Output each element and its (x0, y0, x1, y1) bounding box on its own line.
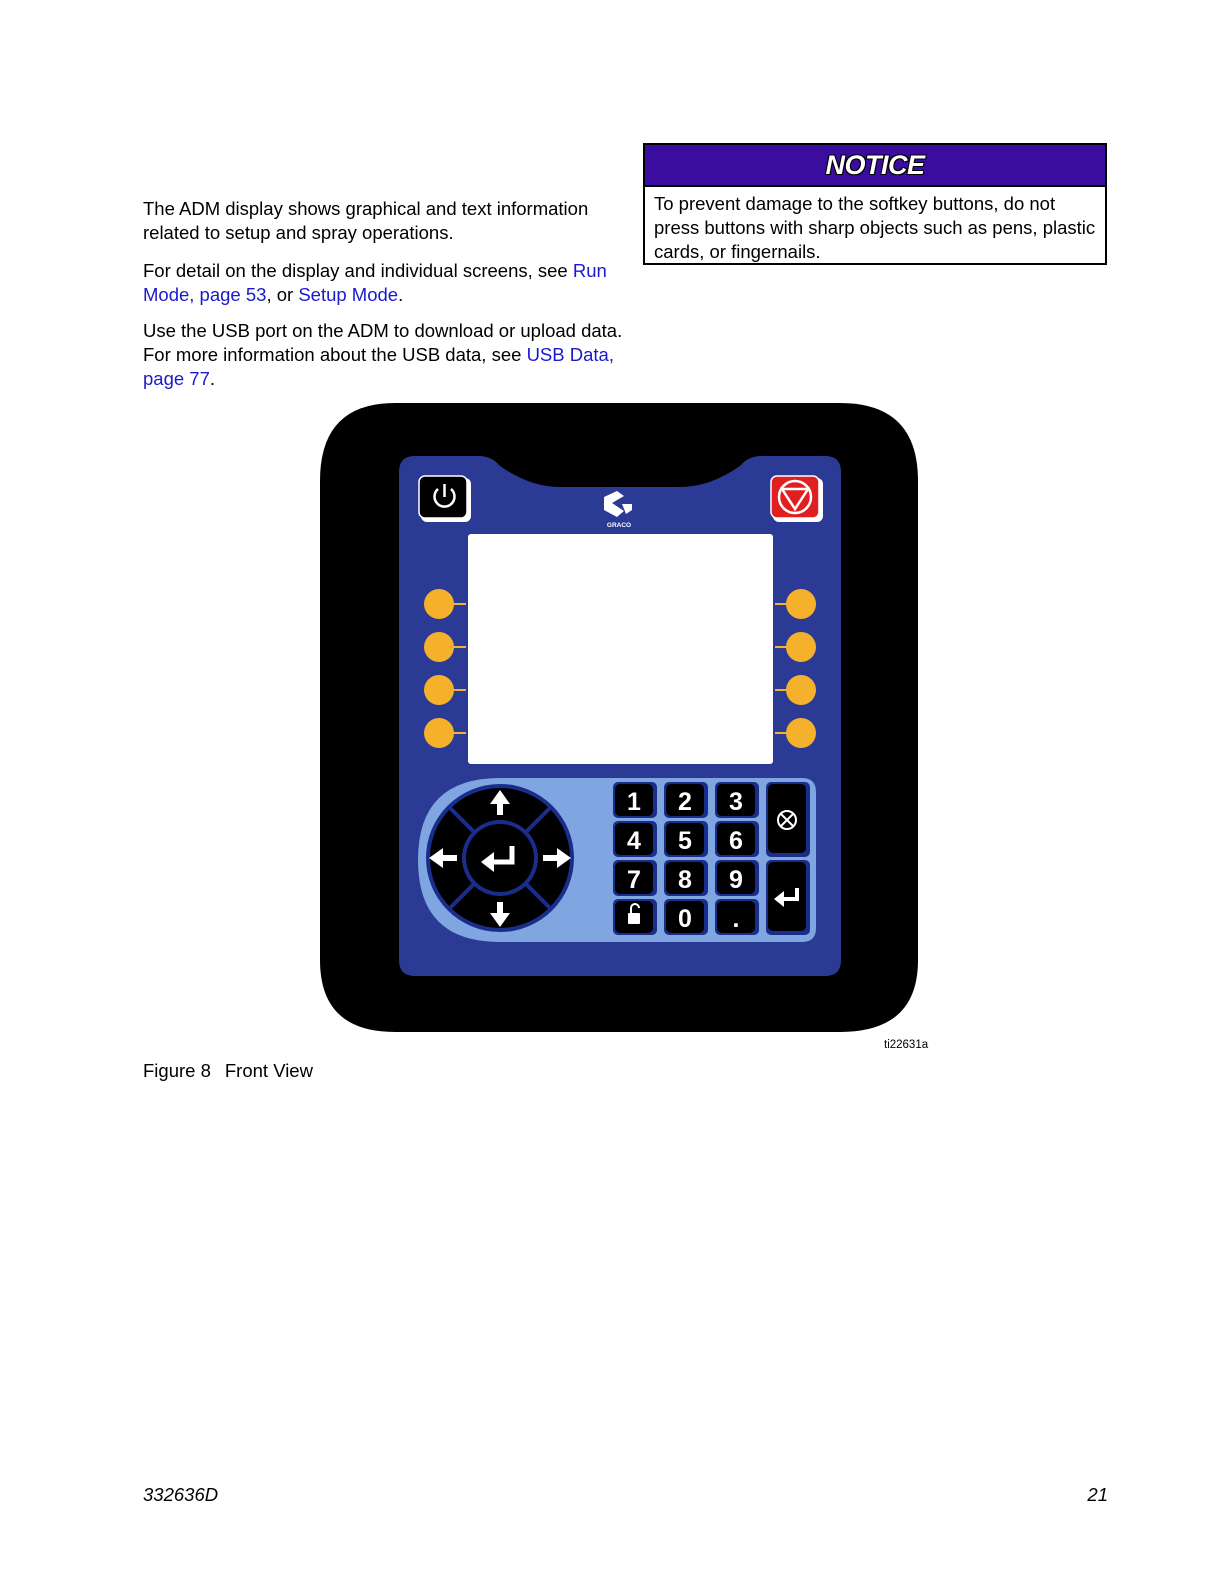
svg-text:4: 4 (627, 827, 641, 855)
figure-caption (143, 1060, 313, 1082)
lcd-screen (468, 534, 773, 764)
figure-title: Front View (224, 1060, 313, 1081)
softkey-right-3 (786, 675, 816, 705)
footer-page-number: 21 (1087, 1484, 1108, 1505)
svg-text:1: 1 (627, 788, 641, 816)
svg-text:9: 9 (729, 866, 743, 894)
key-decimal (715, 899, 759, 935)
intro-text-2-end: . (398, 284, 404, 305)
setup-mode-link[interactable]: Setup Mode (298, 284, 399, 305)
intro-text-3: Use the USB port on the ADM to download or upload data. For more information about the USB data, see (143, 320, 623, 365)
key-9 (715, 860, 759, 896)
intro-text-3-end: . (209, 368, 216, 389)
run-mode-link[interactable]: Run Mode, page 53 (143, 260, 607, 305)
softkey-right-4 (786, 718, 816, 748)
notice-box (643, 143, 1107, 265)
intro-paragraph-3 (143, 319, 623, 391)
figure-image-id: ti22631a (884, 1039, 929, 1051)
svg-text:.: . (732, 905, 740, 933)
softkey-right-1 (786, 589, 816, 619)
key-1 (613, 782, 657, 818)
softkey-left-1 (424, 589, 454, 619)
svg-text:8: 8 (678, 866, 692, 894)
key-8 (664, 860, 708, 896)
intro-text-2: For detail on the display and individual screens, see (143, 260, 573, 281)
svg-text:7: 7 (627, 866, 641, 894)
directional-pad[interactable] (426, 784, 574, 932)
power-button[interactable] (419, 476, 471, 522)
key-2 (664, 782, 708, 818)
key-5 (664, 821, 708, 857)
softkey-left-4 (424, 718, 454, 748)
intro-paragraph-2 (143, 259, 623, 307)
softkey-right-2 (786, 632, 816, 662)
svg-text:3: 3 (729, 788, 743, 816)
notice-title: NOTICE (645, 145, 1105, 187)
key-0 (664, 899, 708, 935)
svg-text:0: 0 (678, 905, 692, 933)
usb-data-link[interactable]: USB Data, page 77 (143, 344, 614, 389)
footer-document-id: 332636D (143, 1484, 219, 1505)
key-cancel (766, 782, 810, 857)
svg-text:5: 5 (678, 827, 692, 855)
key-unlock (613, 899, 657, 935)
figure-number: Figure 8 (143, 1060, 211, 1081)
softkey-left-3 (424, 675, 454, 705)
intro-text-2-mid: , or (266, 284, 299, 305)
key-enter (766, 860, 810, 935)
stop-button[interactable] (771, 476, 823, 522)
adm-front-view-figure (300, 395, 940, 1040)
key-7 (613, 860, 657, 896)
graco-logo-text: GRACO (606, 522, 632, 529)
intro-paragraph-1 (143, 197, 623, 245)
key-6 (715, 821, 759, 857)
softkey-left-2 (424, 632, 454, 662)
intro-text-1: The ADM display shows graphical and text information related to setup and spray operations. (143, 198, 589, 243)
key-3 (715, 782, 759, 818)
notice-body: To prevent damage to the softkey buttons, do not press buttons with sharp objects such as pens, plastic cards, or fingernails. (654, 193, 1096, 262)
key-4 (613, 821, 657, 857)
adm-illustration (300, 395, 940, 1040)
svg-text:2: 2 (678, 788, 692, 816)
svg-text:6: 6 (729, 827, 743, 855)
